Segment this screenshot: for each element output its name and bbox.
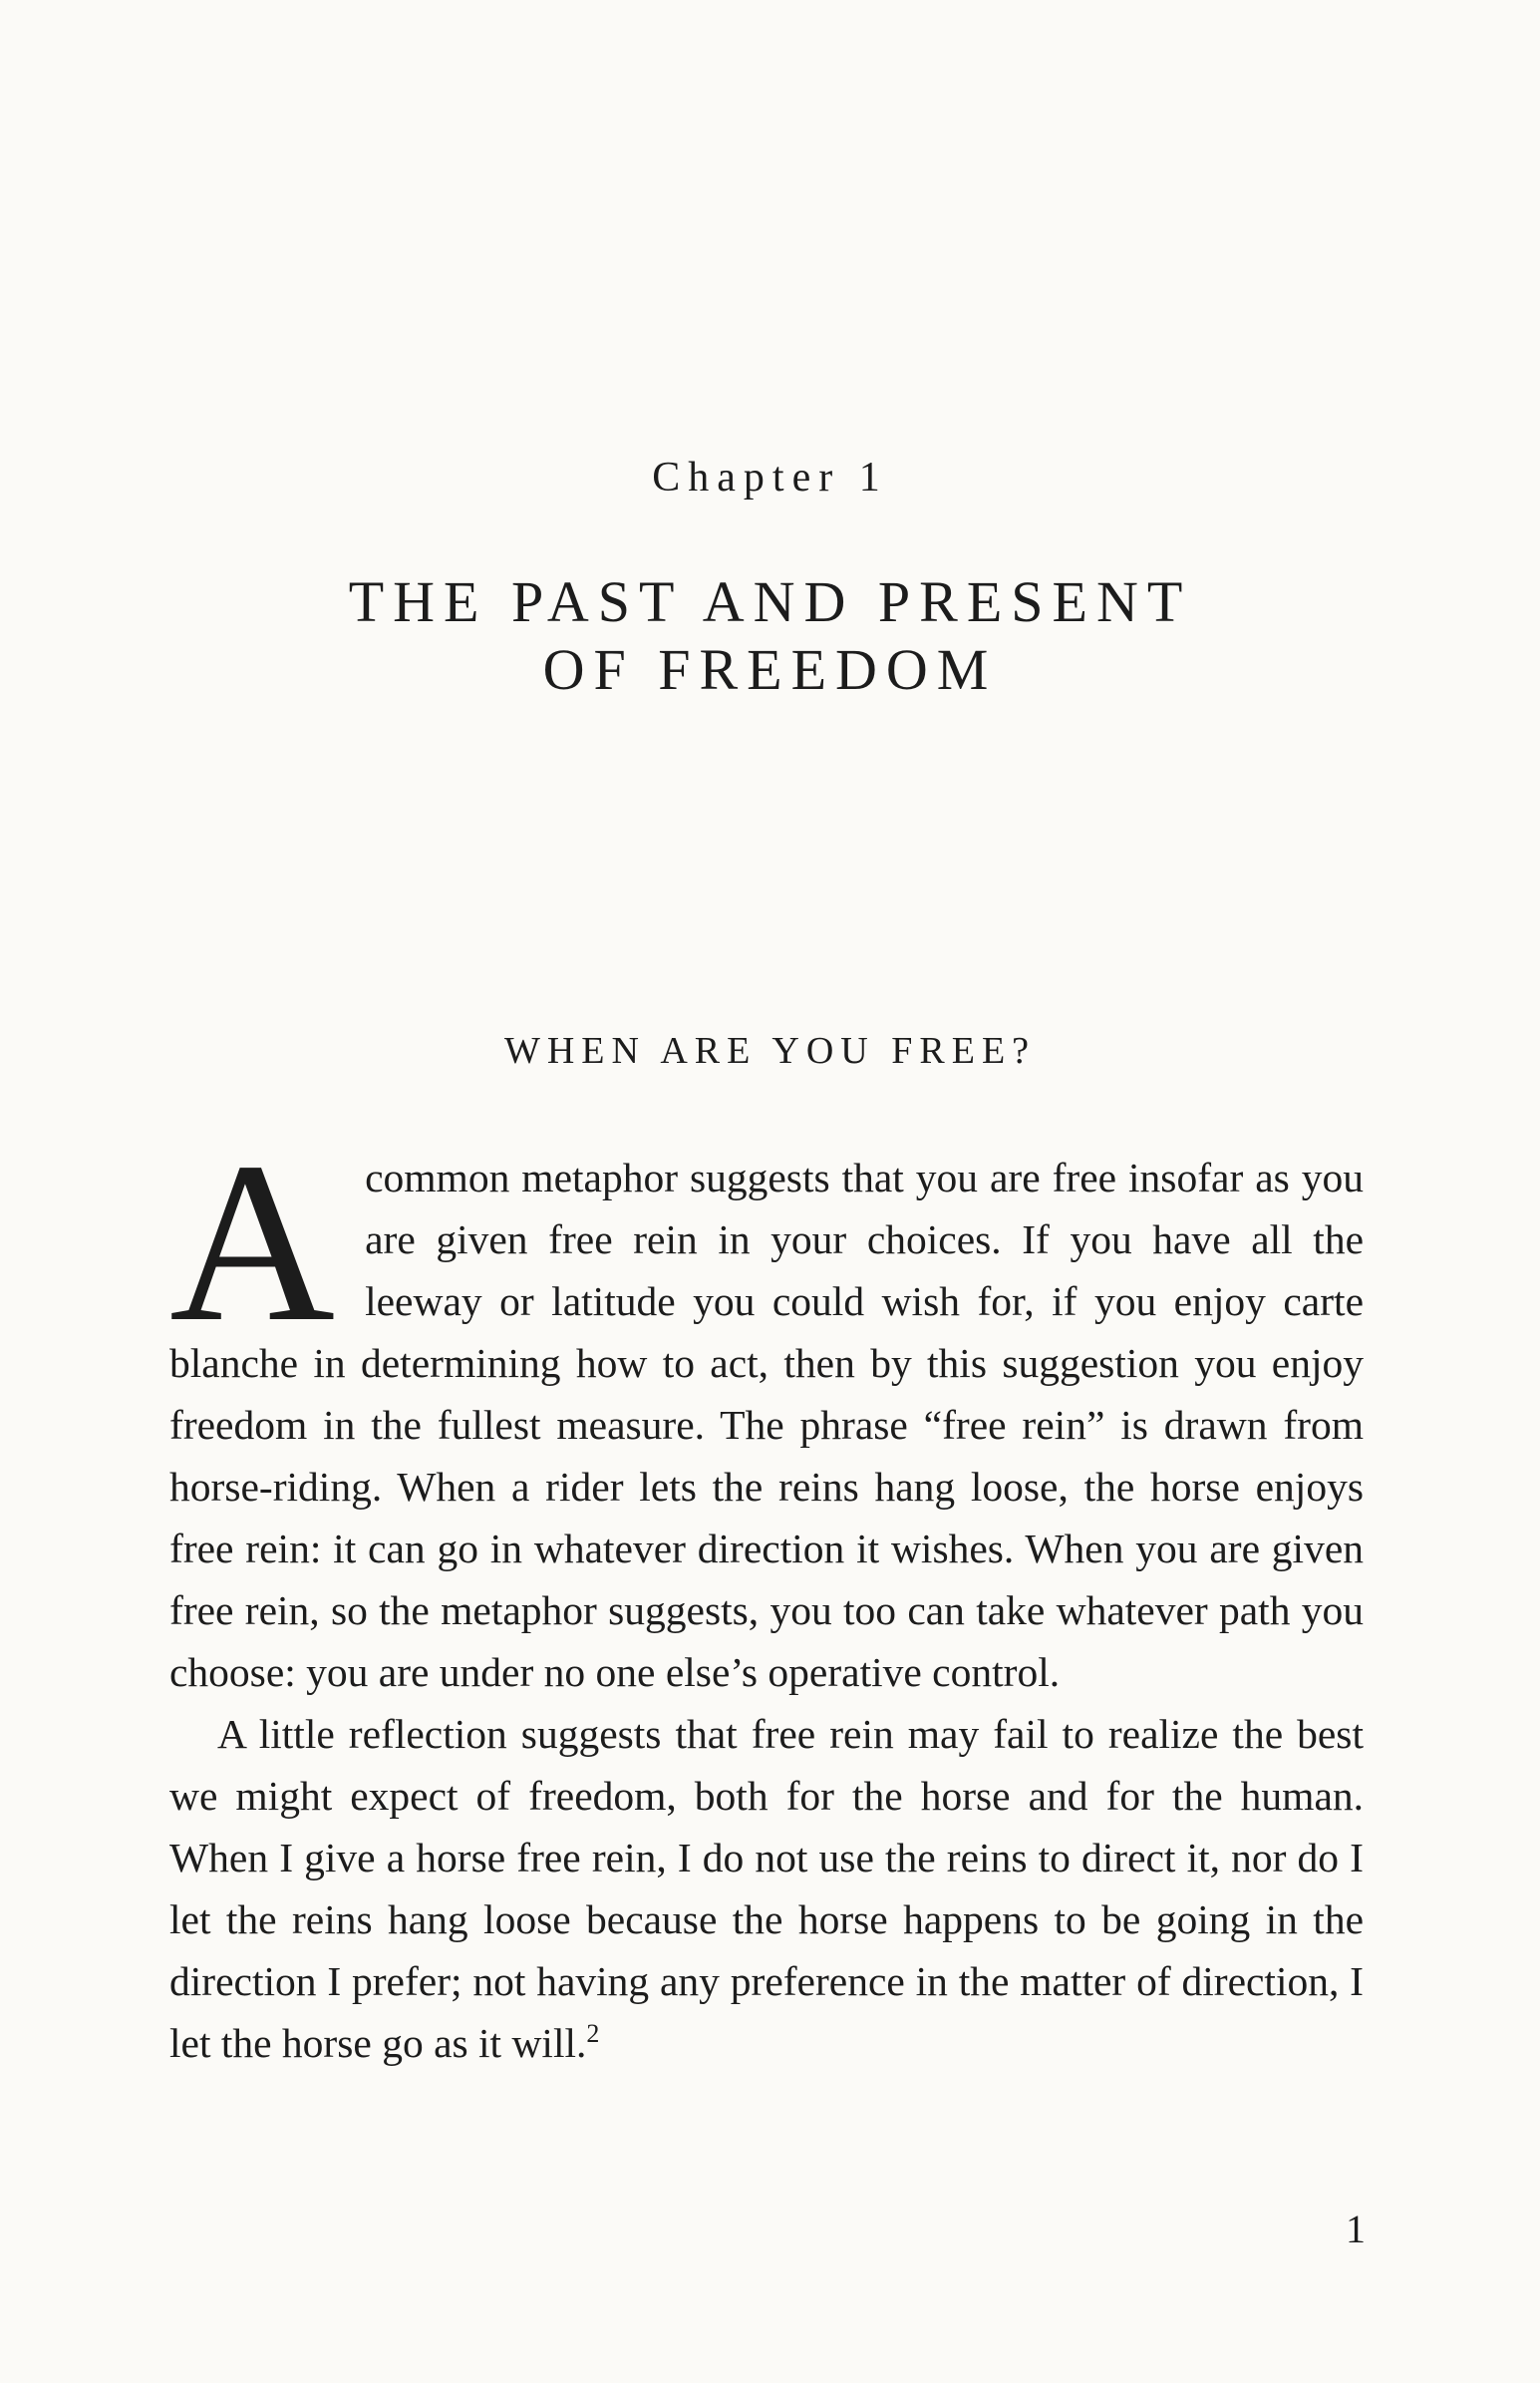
chapter-label: Chapter 1: [652, 455, 888, 501]
body-text: [169, 1115, 1364, 2074]
section-heading: WHEN ARE YOU FREE?: [503, 1030, 1037, 1072]
chapter-title-line-1: THE PAST AND PRESENT: [348, 569, 1192, 634]
page-number: 1: [1346, 2207, 1366, 2251]
chapter-title: [0, 568, 1540, 704]
paragraph-2: [169, 1703, 1364, 2074]
drop-cap: A: [169, 1115, 336, 1369]
footnote-marker[interactable]: 2: [586, 2019, 600, 2049]
paragraph-1-text: common metaphor suggests that you are free insofar as you are given free rein in your choices. If you have all the leeway or latitude you could wish for, if you enjoy carte blanche in determining how to act, then by this suggestion you enjoy freedom in the fullest measure. The phrase “free rein” is drawn from horse-riding. When a rider lets the reins hang loose, the horse enjoys free rein: it can go in whatever direction it wishes. When you are given free rein, so the metaphor suggests, you too can take whatever path you choose: you are under no one else’s operative control.: [169, 1155, 1364, 1695]
chapter-title-line-2: OF FREEDOM: [542, 637, 998, 702]
paragraph-1: [169, 1115, 1364, 1703]
paragraph-2-text: A little reflection suggests that free rein may fail to realize the best we might expect of freedom, both for the horse and for the human. When I give a horse free rein, I do not use the reins to direct it, nor do I let the reins hang loose because the horse happens to be going in the direction I prefer; not having any preference in the matter of direction, I let the horse go as it will.: [169, 1711, 1364, 2066]
